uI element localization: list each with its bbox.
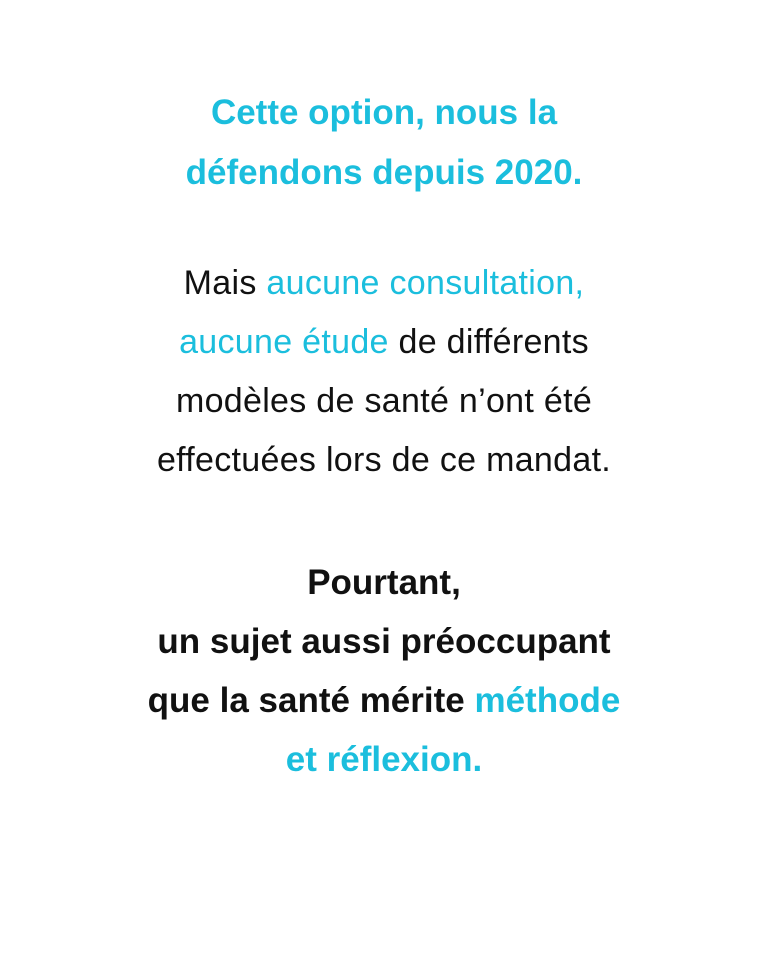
body-line-4: effectuées lors de ce mandat.: [156, 441, 612, 479]
closing-statement: [0, 553, 768, 789]
closing-line-2: un sujet aussi préoccupant: [157, 622, 611, 661]
closing-line-4: et réflexion.: [285, 740, 483, 779]
body-text-plain: Mais: [183, 264, 267, 302]
body-line-1: [0, 254, 768, 313]
heading-line-2: défendons depuis 2020.: [185, 153, 583, 192]
body-line-2: [0, 313, 768, 372]
heading-line-1: Cette option, nous la: [210, 93, 558, 132]
closing-text-plain: que la santé mérite: [147, 681, 475, 720]
body-text-plain: de différents: [388, 323, 589, 361]
body-text-highlight: aucune consultation,: [266, 264, 585, 302]
heading: [0, 83, 768, 203]
body-text-highlight: aucune étude: [179, 323, 389, 361]
closing-text-highlight: méthode: [474, 681, 621, 720]
body-line-3: modèles de santé n’ont été: [175, 382, 593, 420]
body-paragraph: [0, 254, 768, 490]
closing-line-3: [0, 671, 768, 730]
closing-line-1: Pourtant,: [307, 563, 461, 602]
